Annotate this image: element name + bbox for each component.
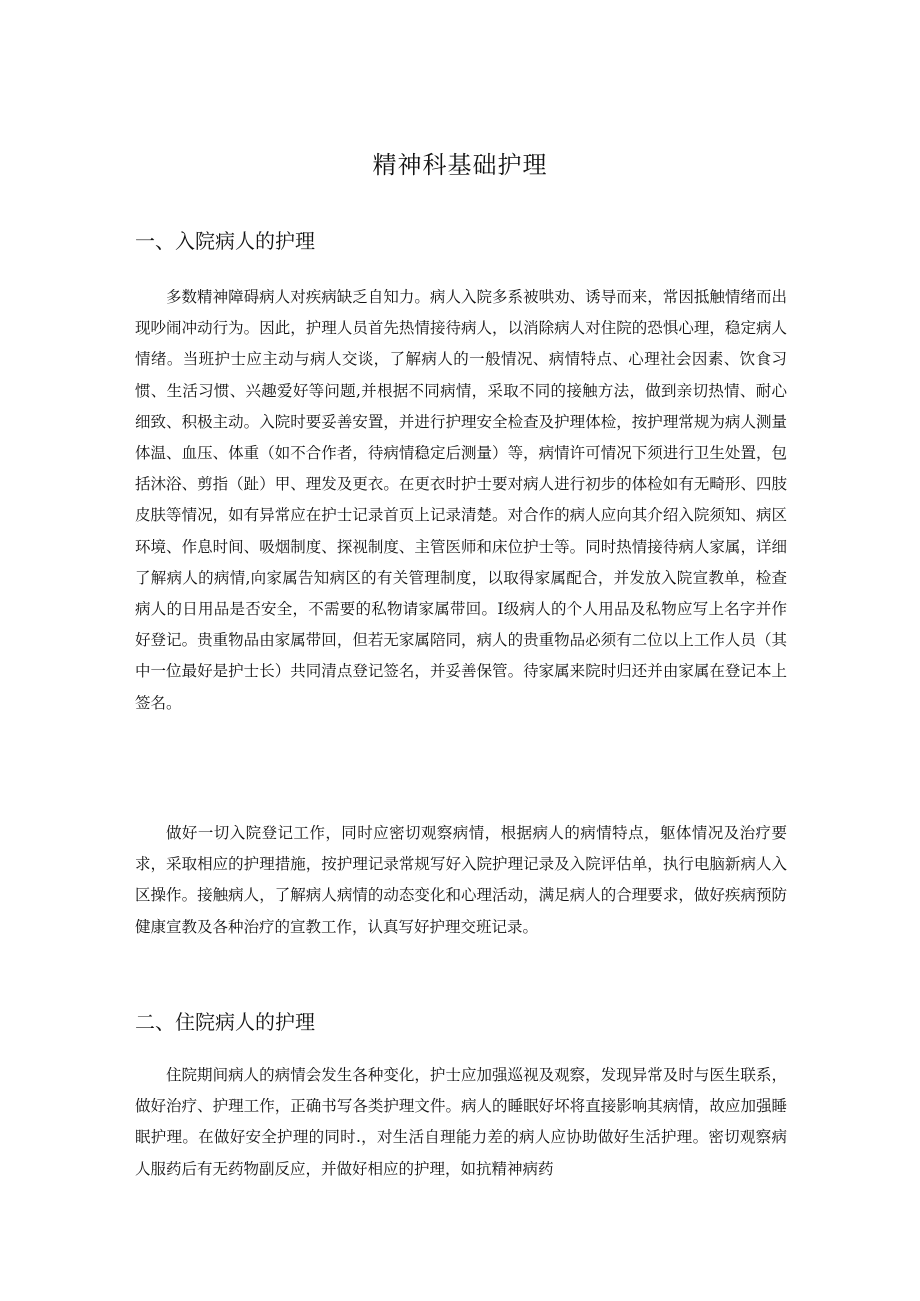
section-2-paragraph-1: 住院期间病人的病情会发生各种变化，护士应加强巡视及观察，发现异常及时与医生联系，做好治疗、护理工作，正确书写各类护理文件。病人的睡眠好坏将直接影响其病情，故应加强睡眠护理。在做好安全护理的同时.，对生活自理能力差的病人应协助做好生活护理。密切观察病人服药后有无药物副反应，并做好相应的护理，如抗精神病药 xyxy=(135,1066,787,1178)
document-title: 精神科基础护理 xyxy=(372,151,548,179)
section-1-paragraph-1: 多数精神障碍病人对疾病缺乏自知力。病人入院多系被哄劝、诱导而来，常因抵触情绪而出现吵闹冲动行为。因此，护理人员首先热情接待病人，以消除病人对住院的恐惧心理，稳定病人情绪。当班护士应主动与病人交谈，了解病人的一般情况、病情特点、心理社会因素、饮食习惯、生活习惯、兴趣爱好等问题,并根据不同病情，采取不同的接触方法，做到亲切热情、耐心细致、积极主动。入院时要妥善安置，并进行护理安全检查及护理体检，按护理常规为病人测量体温、血压、体重（如不合作者，待病情稳定后测量）等，病情许可情况下须进行卫生处置，包括沐浴、剪指（趾）甲、理发及更衣。在更衣时护士要对病人进行初步的体检如有无畸形、四肢皮肤等情况，如有异常应在护士记录首页上记录清楚。对合作的病人应向其介绍入院须知、病区环境、作息时间、吸烟制度、探视制度、主管医师和床位护士等。同时热情接待病人家属，详细了解病人的病情,向家属告知病区的有关管理制度，以取得家属配合，并发放入院宣教单，检查病人的日用品是否安全，不需要的私物请家属带回。I级病人的个人用品及私物应写上名字并作好登记。贵重物品由家属带回，但若无家属陪同，病人的贵重物品必须有二位以上工作人员（其中一位最好是护士长）共同清点登记签名，并妥善保管。待家属来院时归还并由家属在登记本上签名。 xyxy=(135,288,787,712)
section-1-paragraph-2: 做好一切入院登记工作，同时应密切观察病情，根据病人的病情特点，躯体情况及治疗要求，采取相应的护理措施，按护理记录常规写好入院护理记录及入院评估单，执行电脑新病人入区操作。接触病人，了解病人病情的动态变化和心理活动，满足病人的合理要求，做好疾病预防健康宣教及各种治疗的宣教工作，认真写好护理交班记录。 xyxy=(135,824,787,936)
section-heading-inpatient: 二、住院病人的护理 xyxy=(135,1010,315,1034)
section-heading-admission: 一、入院病人的护理 xyxy=(135,229,315,253)
